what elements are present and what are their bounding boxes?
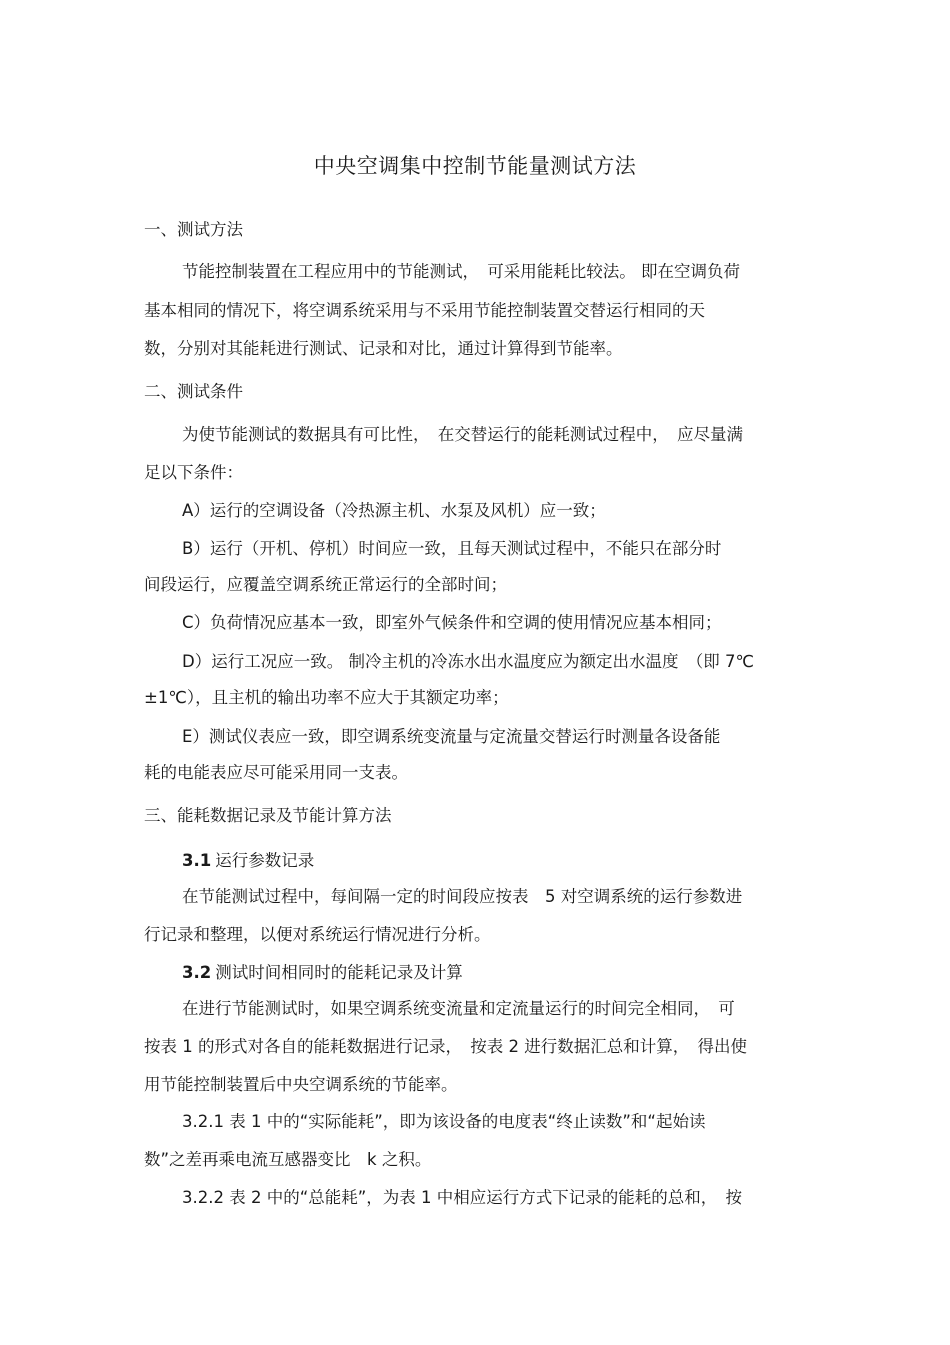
subsection-number: 3.2	[182, 963, 212, 982]
condition-b-cont: 间段运行，应覆盖空调系统正常运行的全部时间；	[144, 575, 507, 594]
paragraph-line: 数”之差再乘电流互感器变比 k 之积。	[144, 1150, 432, 1169]
paragraph-line: 在节能测试过程中，每间隔一定的时间段应按表 5 对空调系统的运行参数进	[182, 887, 743, 906]
section-heading-1: 一、测试方法	[144, 220, 243, 239]
paragraph-line: 基本相同的情况下，将空调系统采用与不采用节能控制装置交替运行相同的天	[144, 301, 705, 320]
condition-d: D）运行工况应一致。 制冷主机的冷冻水出水温度应为额定出水温度 （即 7℃	[182, 652, 754, 671]
subsection-title: 测试时间相同时的能耗记录及计算	[215, 963, 463, 982]
paragraph-3-2-2: 3.2.2 表 2 中的“总能耗”，为表 1 中相应运行方式下记录的能耗的总和， 按	[182, 1188, 743, 1207]
subsection-title: 运行参数记录	[215, 851, 315, 870]
paragraph-line: 在进行节能测试时，如果空调系统变流量和定流量运行的时间完全相同， 可	[182, 999, 735, 1018]
condition-e-cont: 耗的电能表应尽可能采用同一支表。	[144, 763, 408, 782]
paragraph-line: 足以下条件：	[144, 463, 243, 482]
condition-c: C）负荷情况应基本一致，即室外气候条件和空调的使用情况应基本相同；	[182, 613, 722, 632]
subsection-number: 3.1	[182, 851, 212, 870]
paragraph-line: 用节能控制装置后中央空调系统的节能率。	[144, 1075, 458, 1094]
section-heading-2: 二、测试条件	[144, 382, 243, 401]
paragraph-line: 节能控制装置在工程应用中的节能测试， 可采用能耗比较法。 即在空调负荷	[182, 262, 740, 281]
page-title: 中央空调集中控制节能量测试方法	[313, 154, 637, 178]
condition-b: B）运行（开机、停机）时间应一致，且每天测试过程中，不能只在部分时	[182, 539, 722, 558]
paragraph-3-2-1: 3.2.1 表 1 中的“实际能耗”，即为该设备的电度表“终止读数”和“起始读	[182, 1112, 706, 1131]
condition-a: A）运行的空调设备（冷热源主机、水泵及风机）应一致；	[182, 501, 606, 520]
paragraph-line: 数，分别对其能耗进行测试、记录和对比，通过计算得到节能率。	[144, 339, 623, 358]
paragraph-line: 为使节能测试的数据具有可比性， 在交替运行的能耗测试过程中， 应尽量满	[182, 425, 743, 444]
section-heading-3: 三、能耗数据记录及节能计算方法	[144, 806, 392, 825]
condition-d-cont: ±1℃），且主机的输出功率不应大于其额定功率；	[144, 688, 509, 707]
subsection-3-1-heading	[182, 848, 314, 874]
condition-e: E）测试仪表应一致，即空调系统变流量与定流量交替运行时测量各设备能	[182, 727, 721, 746]
paragraph-line: 行记录和整理，以便对系统运行情况进行分析。	[144, 925, 491, 944]
paragraph-line: 按表 1 的形式对各自的能耗数据进行记录， 按表 2 进行数据汇总和计算， 得出使	[144, 1037, 747, 1056]
subsection-3-2-heading	[182, 960, 463, 986]
